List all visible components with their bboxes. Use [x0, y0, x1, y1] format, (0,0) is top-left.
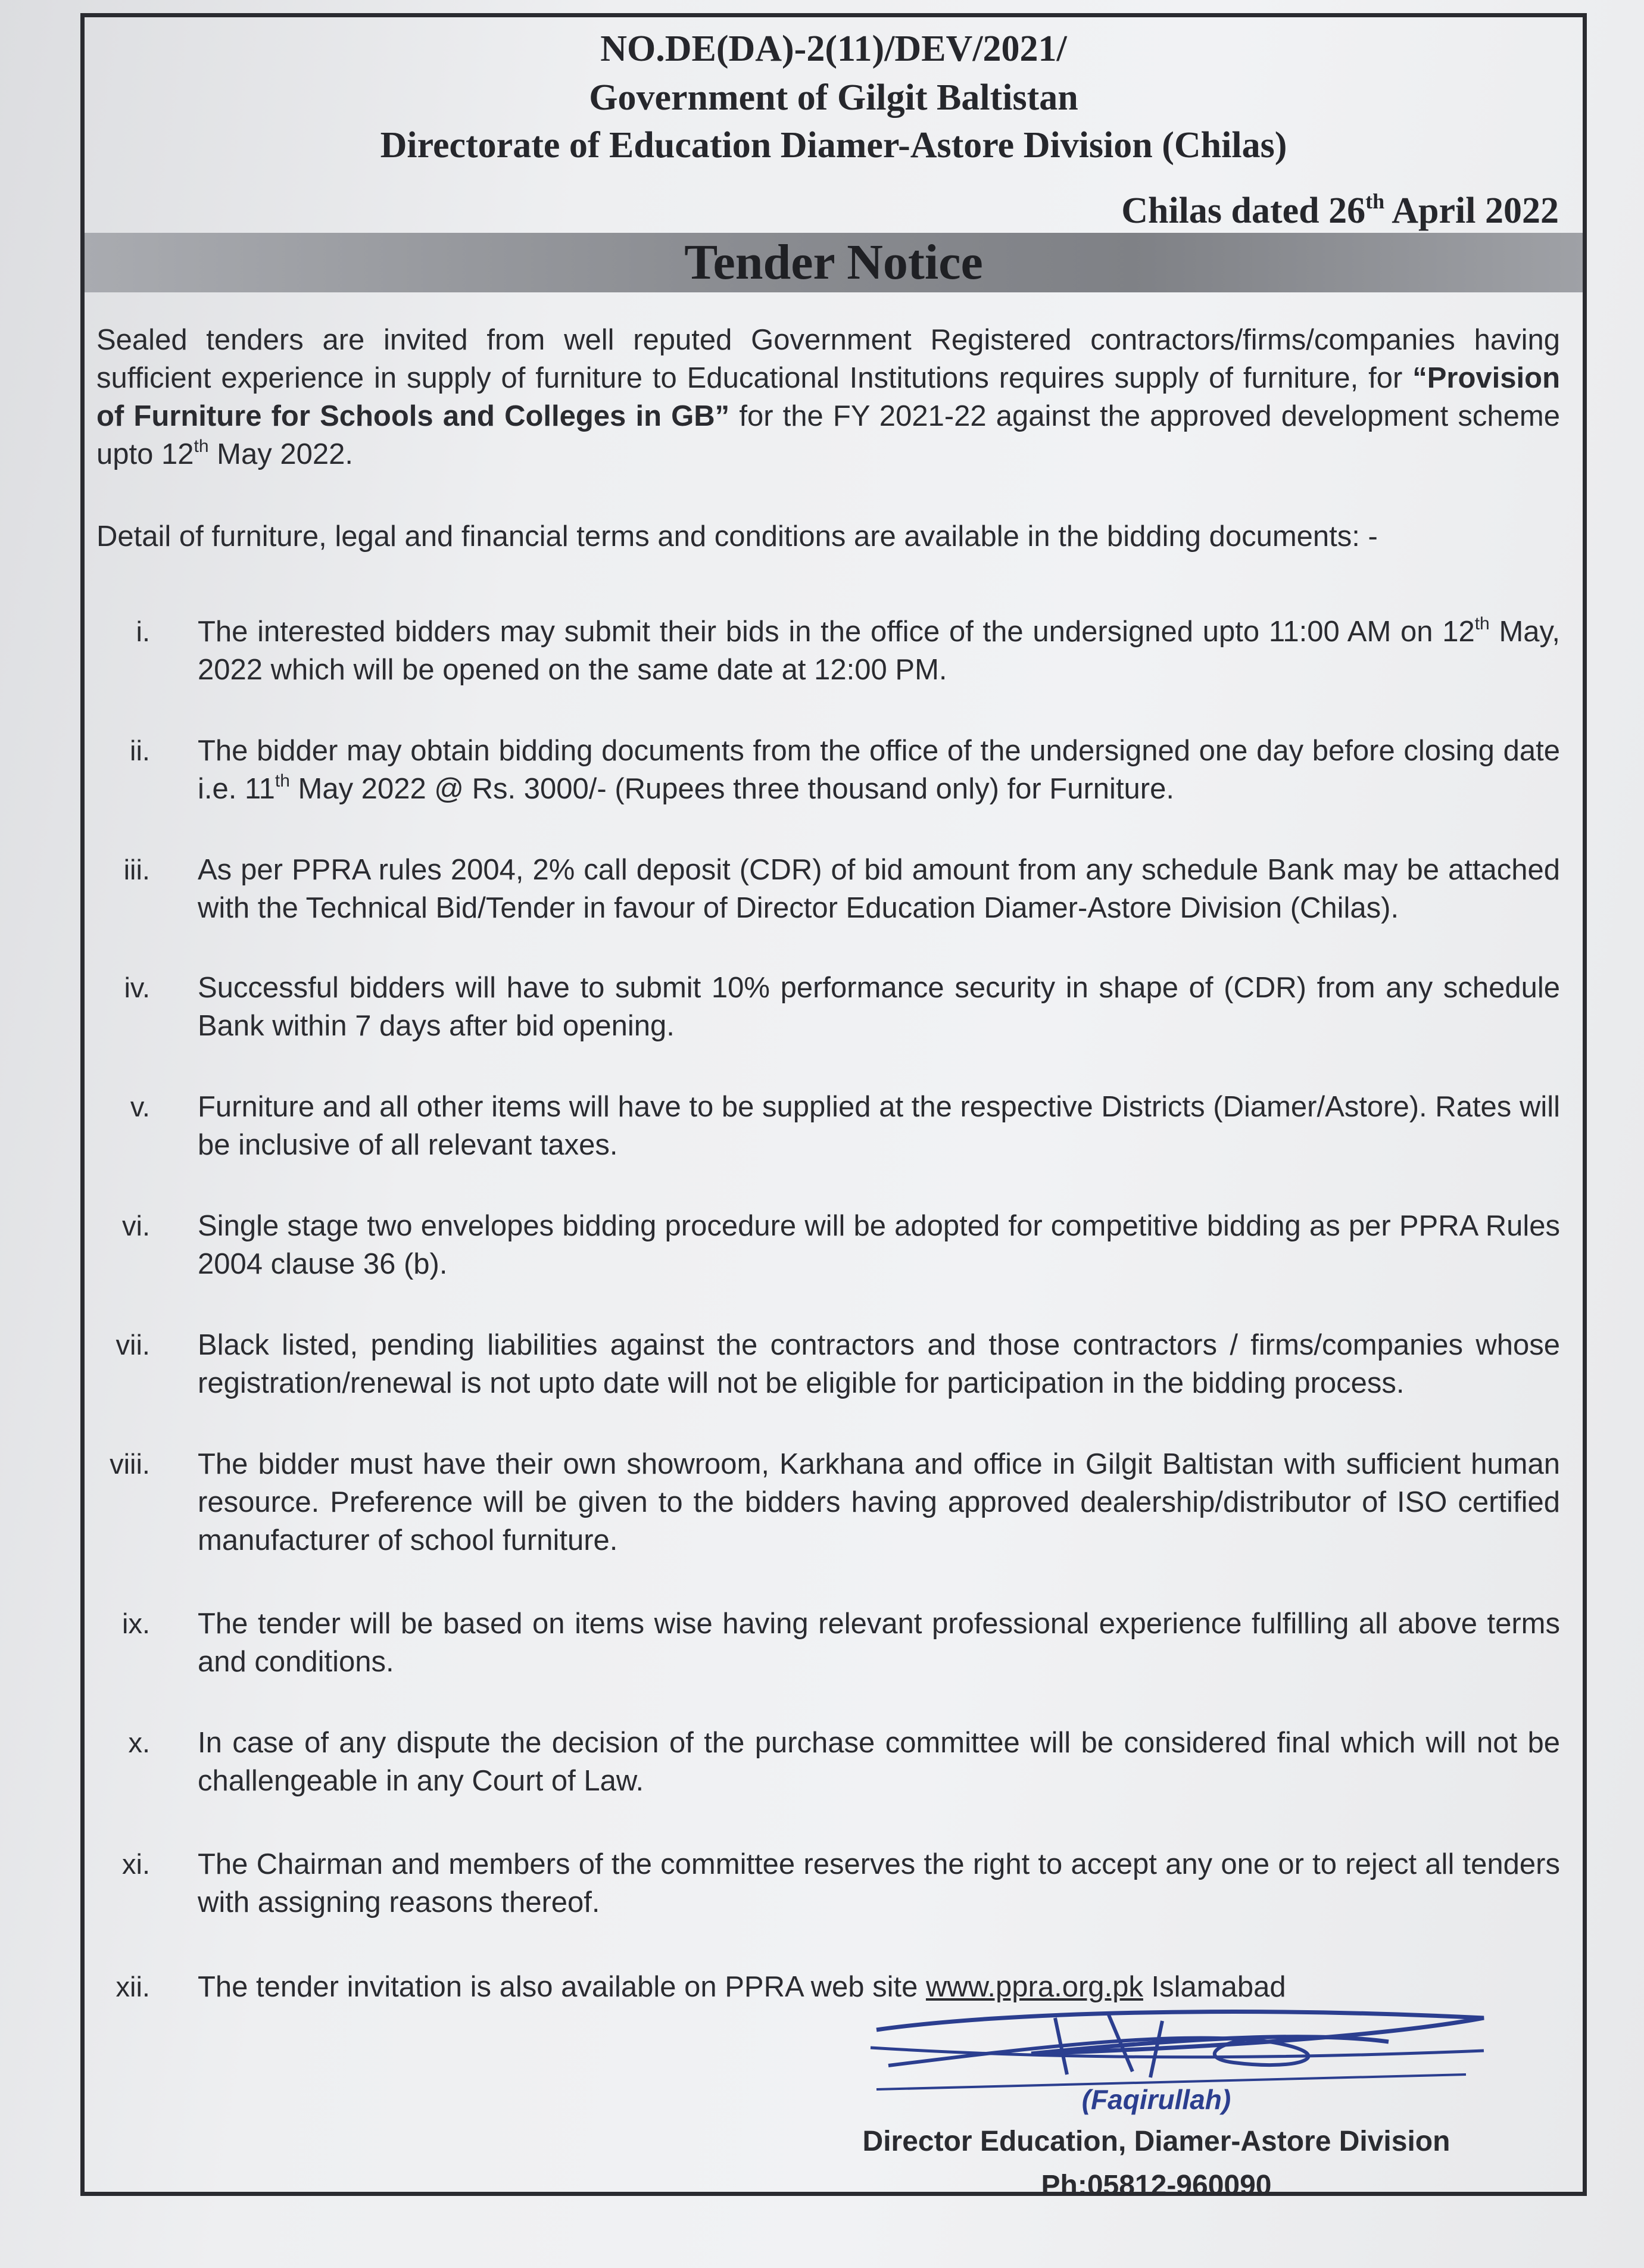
- notice-title: Tender Notice: [684, 235, 983, 290]
- ppra-website-link[interactable]: www.ppra.org.pk: [925, 1971, 1143, 2003]
- title-band: [85, 233, 1583, 292]
- detail-paragraph: Detail of furniture, legal and financial terms and conditions are available in the bidding documents: -: [96, 520, 1378, 553]
- signatory-name: (Faqirullah): [1081, 2084, 1231, 2115]
- government-name: Government of Gilgit Baltistan: [589, 77, 1078, 118]
- document-frame: NO.DE(DA)-2(11)/DEV/2021/ Government of Gilgit Baltistan Directorate of Education Diamer-Astore Division (Chilas) Chilas dated 26th April 2022 Tender Notice Sealed tenders are invited from well reputed Government Registered contractors/firms/companies having sufficient experience in supply of furniture to Educational Institutions requires supply of furniture, for “Provision of Furniture for Schools and Colleges in GB” for the FY 2021-22 against the approved development scheme upto 12th May 2022. Detail of furniture, legal and financial terms and conditions are available in the bidding documents: - i. The interested bidders may submit their bids in the office of the undersigned upto 11:00 AM on 12th May, 2022 which will be opened on the same date at 12:00 PM. ii. The bidder may obtain bidding documents from the office of the undersigned one day before closing date i.e. 11th May 2022 @ Rs. 3000/- (Rupees three thousand only) for Furniture. iii. As per PPRA rules 2004, 2% call deposit (CDR) of bid amount from any schedule Bank may be attached with the Technical Bid/Tender in favour of Director Education Diamer-Astore Division (Chilas). iv. Successful bidders will have to submit 10% performance security in shape of (CDR) from any schedule Bank within 7 days after bid opening. v. Furniture and all other items will have to be supplied at the respective Districts (Diamer/Astore). Rates will be inclusive of all relevant taxes. vi. Single stage two envelopes bidding procedure will be adopted for competitive bidding as per PPRA Rules 2004 clause 36 (b). vii. Black listed, pending liabilities against the contractors and those contractors / firms/companies whose registration/renewal is not upto date will not be eligible for participation in the bidding process. viii. The bidder must have their own showroom, Karkhana and office in Gilgit Baltistan with sufficient human resource. Preference will be given to the bidders having approved dealership/distributor of ISO certified manufacturer of school furniture. ix. The tender will be based on items wise having relevant professional experience fulfilling all above terms and conditions. x. In case of any dispute the decision of the purchase committee will be considered final which will not be challengeable in any Court of Law. xi. The Chairman and members of the committee reserves the right to accept any one or to reject all tenders with assigning reasons thereof. xii. The tender invitation is also available on PPRA web site www.ppra.org.pk Islamabad (Faqirullah) Director Education, Diamer-Astore Division Ph:05812-960090: [80, 13, 1587, 2196]
- date-line: Chilas dated 26th April 2022: [1121, 189, 1559, 231]
- reference-number: NO.DE(DA)-2(11)/DEV/2021/: [600, 29, 1067, 69]
- signatory-designation: Director Education, Diamer-Astore Division: [862, 2126, 1450, 2157]
- directorate-name: Directorate of Education Diamer-Astore Division (Chilas): [380, 125, 1287, 166]
- signature-image: [853, 2006, 1502, 2095]
- signatory-phone: Ph:05812-960090: [1041, 2170, 1272, 2201]
- intro-paragraph: Sealed tenders are invited from well reputed Government Registered contractors/firms/companies having sufficient experience in supply of furniture to Educational Institutions requires supply of furniture, for “Provision of Furniture for Schools and Colleges in GB” for the FY 2021-22 against the approved development scheme upto 12th May 2022.: [96, 324, 1560, 470]
